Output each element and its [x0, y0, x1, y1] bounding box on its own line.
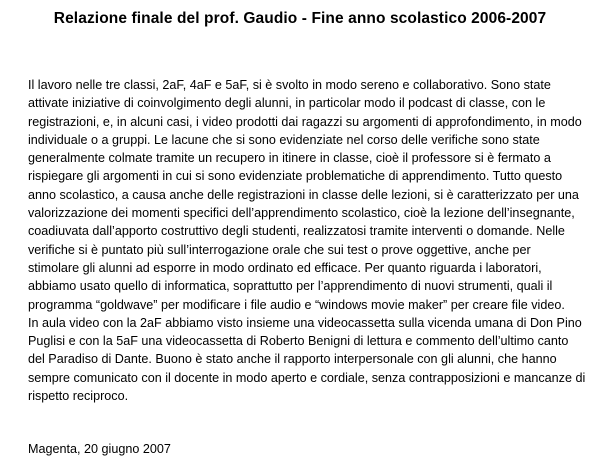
body-line: In aula video con la 2aF abbiamo visto insieme una videocassetta sulla vicenda umana di Don Pino: [28, 315, 582, 330]
body-line: Puglisi e con la 5aF una videocassetta di Roberto Benigni di lettura e commento dell’ultimo canto: [28, 334, 569, 349]
body-line: coadiuvata dall’apporto costruttivo degli studenti, realizzatosi tramite interventi o domande. Nelle: [28, 224, 565, 239]
body-line: verifiche si è puntato più sull’interrogazione orale che sui test o prove oggettive, anche per: [28, 242, 531, 257]
document-title: Relazione finale del prof. Gaudio - Fine anno scolastico 2006-2007: [53, 10, 547, 27]
body-line: programma “goldwave” per modificare i file audio e “windows movie maker” per creare file video.: [28, 297, 565, 312]
body-line: stimolare gli alunni ad esporre in modo ordinato ed efficace. Per quanto riguarda i laboratori,: [28, 260, 542, 275]
body-line: generalmente colmate tramite un recupero in itinere in classe, cioè il professore si è fermato a: [28, 151, 551, 166]
body-line: valorizzazione dei momenti specifici dell’apprendimento scolastico, cioè la lezione dell’insegnante,: [28, 206, 575, 221]
body-line: Il lavoro nelle tre classi, 2aF, 4aF e 5aF, si è svolto in modo sereno e collaborativo. Sono state: [28, 78, 551, 92]
body-line: individuale o a gruppi. Le lacune che si sono evidenziate nel corso delle verifiche sono state: [28, 132, 540, 147]
document-signature: Magenta, 20 giugno 2007: [28, 442, 171, 456]
body-line: rispiegare gli argomenti in cui si sono evidenziate problematiche di apprendimento. Tutto questo: [28, 169, 563, 184]
body-line: anno scolastico, a causa anche delle registrazioni in classe delle lezioni, si è caratterizzato per una: [28, 187, 579, 202]
body-line: attivate iniziative di coinvolgimento degli alunni, in particolar modo il podcast di classe, con le: [28, 96, 546, 111]
body-line: del Paradiso di Dante. Buono è stato anche il rapporto interpersonale con gli alunni, che hanno: [28, 352, 557, 367]
body-line: rispetto reciproco.: [28, 389, 129, 404]
body-line: sempre comunicato con il docente in modo aperto e cordiale, senza contrapposizioni e mancanze di: [28, 370, 586, 385]
document-body: [28, 76, 584, 405]
body-line: abbiamo usato quello di informatica, soprattutto per l’apprendimento di nuovi strumenti, quali il: [28, 279, 553, 294]
body-line: registrazioni, e, in alcuni casi, i video prodotti dai ragazzi su argomenti di approfondimento, in modo: [28, 114, 582, 129]
